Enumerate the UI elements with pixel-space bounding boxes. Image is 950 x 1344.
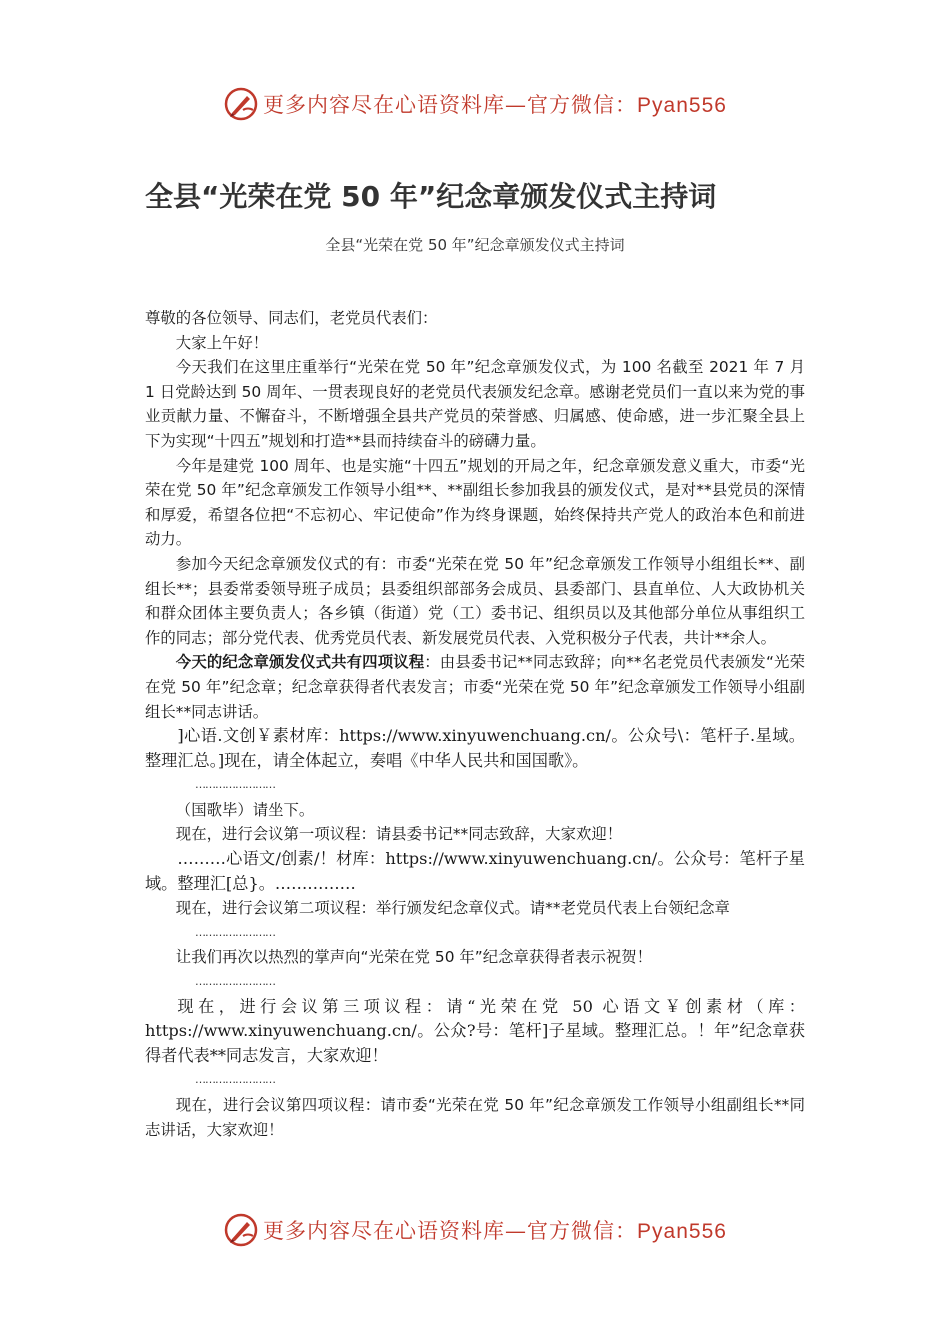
ellipsis-divider: ……………………: [195, 1073, 275, 1087]
agenda-rest: ：由县委书记**同志致辞；向**名老党员代表颁发“光荣在党 50 年”纪念章；纪念章获得者代表发言；市委“光荣在党 50 年”纪念章颁发工作领导小组副组长**同志讲话。: [145, 653, 805, 721]
paragraph: 现在，进行会议第四项议程：请市委“光荣在党 50 年”纪念章颁发工作领导小组副组长**同志讲话，大家欢迎！: [145, 1096, 805, 1139]
paragraph: 现在，进行会议第三项议程：请“光荣在党 50 心语文￥创素材（库：https://www.xinyuwenchuang.cn/。公众?号：笔杆]子星域。整理汇总。！年”纪念章获得者代表**同志发言，大家欢迎！: [145, 996, 805, 1065]
paragraph: 现在，进行会议第一项议程：请县委书记**同志致辞，大家欢迎！: [175, 825, 623, 844]
salutation: 尊敬的各位领导、同志们，老党员代表们：: [145, 309, 438, 327]
watermark-banner-top: [0, 82, 950, 126]
pen-logo-icon: [223, 86, 259, 122]
greeting: 大家上午好！: [175, 333, 269, 352]
watermark-text: 更多内容尽在心语资料库: [263, 1219, 506, 1243]
pen-logo-icon: [223, 1212, 259, 1248]
watermark-wechat-id: Pyan556: [637, 1220, 727, 1243]
watermark-separator: —: [505, 1219, 528, 1243]
watermark-wechat-label: 官方微信：: [527, 1219, 638, 1243]
document-subtitle: 全县“光荣在党 50 年”纪念章颁发仪式主持词: [325, 236, 625, 254]
ellipsis-divider: ……………………: [195, 778, 275, 792]
paragraph: 今年是建党 100 周年、也是实施“十四五”规划的开局之年，纪念章颁发意义重大，市委“光荣在党 50 年”纪念章颁发工作领导小组**、**副组长参加我县的颁发仪式，是对**县党员的深情和厚爱，希望各位把“不忘初心、牢记使命”作为终身课题，始终保持共产党人的政治本色和前进动力。: [145, 456, 805, 549]
paragraph: 现在，进行会议第二项议程：举行颁发纪念章仪式。请**老党员代表上台领纪念章: [175, 899, 730, 918]
paragraph: （国歌毕）请坐下。: [175, 800, 315, 819]
paragraph: 今天我们在这里庄重举行“光荣在党 50 年”纪念章颁发仪式，为 100 名截至 2021 年 7 月 1 日党龄达到 50 周年、一贯表现良好的老党员代表颁发纪念章。感谢老党员们一直以来为党的事业贡献力量、不懈奋斗，不断增强全县共产党员的荣誉感、归属感、使命感，进一步汇聚全县上下为实现“十四五”规划和打造**县而持续奋斗的磅礴力量。: [145, 358, 805, 450]
paragraph: ]心语.文创￥素材库：https://www.xinyuwenchuang.cn/。公众号\：笔杆子.星域。整理汇总。]现在，请全体起立，奏唱《中华人民共和国国歌》。: [145, 726, 805, 770]
watermark-separator: —: [505, 93, 528, 117]
ellipsis-divider: ……………………: [195, 925, 275, 939]
paragraph: 参加今天纪念章颁发仪式的有：市委“光荣在党 50 年”纪念章颁发工作领导小组组长**、副组长**；县委常委领导班子成员；县委组织部部务会成员、县委部门、县直单位、人大政协机关和群众团体主要负责人；各乡镇（街道）党（工）委书记、组织员以及其他部分单位从事组织工作的同志；部分党代表、优秀党员代表、新发展党员代表、入党积极分子代表，共计**余人。: [145, 554, 805, 647]
ellipsis-divider: ……………………: [195, 975, 275, 989]
agenda-paragraph: [145, 650, 805, 724]
agenda-lead: 今天的纪念章颁发仪式共有四项议程: [175, 653, 425, 672]
document-body: [145, 306, 805, 1142]
watermark-wechat-id: Pyan556: [637, 94, 727, 117]
document-title: 全县“光荣在党 50 年”纪念章颁发仪式主持词: [145, 180, 717, 213]
paragraph: ………心语文/创素/！材库：https://www.xinyuwenchuang.cn/。公众号：笔杆子星域。整理汇[总}。……………: [145, 849, 805, 893]
watermark-wechat-label: 官方微信：: [527, 93, 638, 117]
watermark-text: 更多内容尽在心语资料库: [263, 93, 506, 117]
paragraph: 让我们再次以热烈的掌声向“光荣在党 50 年”纪念章获得者表示祝贺！: [175, 948, 653, 967]
watermark-banner-bottom: [0, 1208, 950, 1252]
